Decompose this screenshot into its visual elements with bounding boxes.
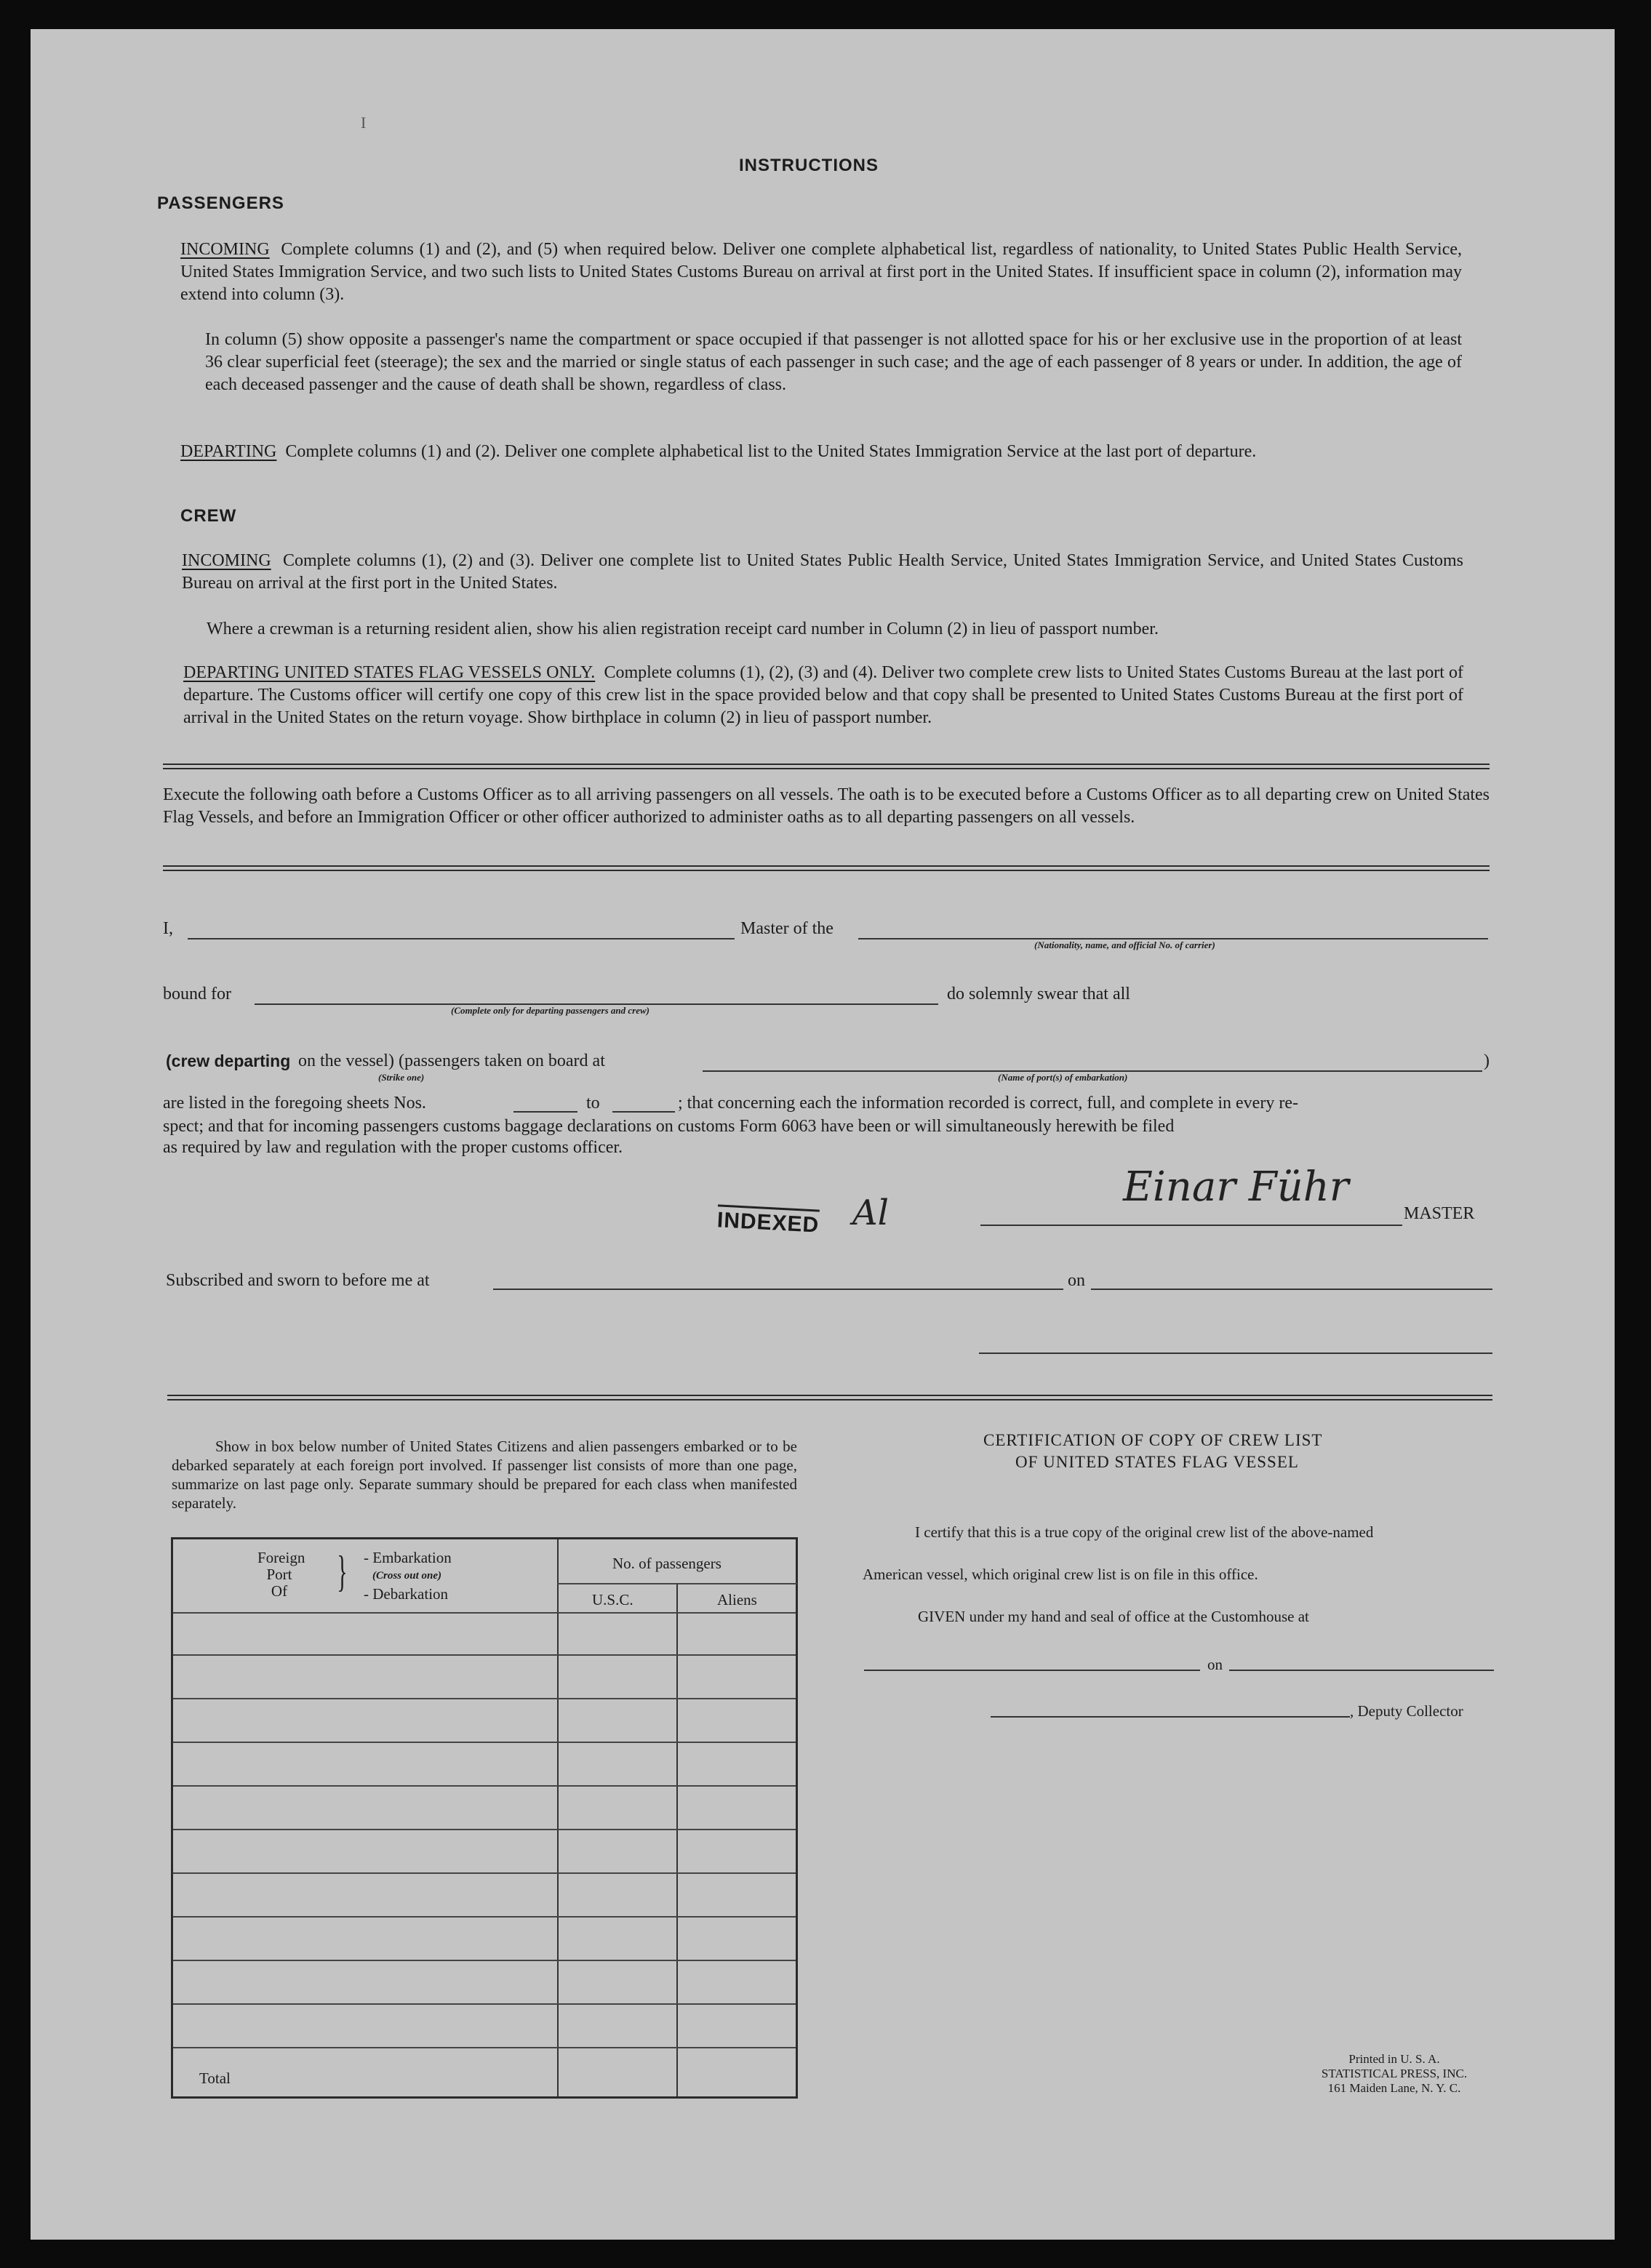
- table-row: [173, 2003, 796, 2005]
- passengers-incoming-label: INCOMING: [180, 240, 270, 259]
- aliens-header: Aliens: [717, 1591, 757, 1608]
- listed-pre: are listed in the foregoing sheets Nos.: [163, 1094, 426, 1113]
- passengers-column5-paragraph: In column (5) show opposite a passenger's name the compartment or space occupied if that passenger is not allotted space for his or her exclusive use in the proportion of at least 36 clear superficial feet (steerage); the sex and the married or single status of each passenger in such case; and the age of each passenger of 8 years or under. In addition, the age of each deceased passenger and the cause of death shall be shown, regardless of class.: [205, 330, 1462, 394]
- customhouse-field[interactable]: [864, 1670, 1200, 1671]
- port-caption: (Name of port(s) of embarkation): [998, 1072, 1128, 1083]
- crew-departing-text: Complete columns (1), (2), (3) and (4). Deliver two complete crew lists to United States Customs Bureau at the last port of departure. The Customs officer will certify one copy of this crew list in the space provided below and that copy shall be presented to United States Customs Bureau at the first port of arrival in the United States on the return voyage. Show birthplace in column (2) in lieu of passport number.: [183, 663, 1463, 727]
- cross-out-caption: (Cross out one): [372, 1570, 442, 1582]
- given-line: GIVEN under my hand and seal of office at the Customhouse at: [918, 1608, 1309, 1625]
- col-port-header: Foreign Port Of: [257, 1549, 305, 1600]
- listed-to: to: [586, 1094, 600, 1113]
- crew-incoming-paragraph: [182, 550, 1463, 595]
- table-row: [173, 1785, 796, 1787]
- certify-line-2: American vessel, which original crew list is on file in this office.: [863, 1566, 1258, 1583]
- subscribed-label: Subscribed and sworn to before me at: [166, 1271, 430, 1290]
- listed-line2: spect; and that for incoming passengers customs baggage declarations on customs Form 6063 have been or will simultaneously herewith be filed: [163, 1117, 1175, 1136]
- sworn-place-field[interactable]: [493, 1289, 1063, 1290]
- master-label: MASTER: [1404, 1204, 1475, 1223]
- crew-heading: CREW: [180, 506, 237, 526]
- sheet-to-field[interactable]: [612, 1111, 675, 1113]
- certification-title-2: OF UNITED STATES FLAG VESSEL: [1015, 1453, 1299, 1471]
- crew-departing-paragraph: [183, 662, 1463, 729]
- certification-title-1: CERTIFICATION OF COPY OF CREW LIST: [983, 1431, 1323, 1449]
- table-row: [173, 1960, 796, 1961]
- crew-incoming-label: INCOMING: [182, 551, 271, 570]
- table-row: [173, 1916, 796, 1918]
- sworn-date-field[interactable]: [1091, 1289, 1492, 1290]
- passengers-incoming-paragraph: [180, 239, 1462, 306]
- certification-date-field[interactable]: [1229, 1670, 1494, 1671]
- master-of-label: Master of the: [740, 919, 834, 938]
- deputy-collector-field[interactable]: [991, 1716, 1350, 1718]
- crew-departing-option[interactable]: (crew departing: [166, 1051, 291, 1070]
- certification-on-label: on: [1207, 1656, 1223, 1673]
- listed-post: ; that concerning each the information recorded is correct, full, and complete in every re-: [678, 1094, 1298, 1113]
- crew-departing-label: DEPARTING UNITED STATES FLAG VESSELS ONLY.: [183, 663, 596, 682]
- page-mark: I: [361, 113, 367, 132]
- passengers-departing-text: Complete columns (1) and (2). Deliver one complete alphabetical list to the United States Immigration Service at the last port of departure.: [285, 442, 1257, 461]
- table-subheader-rule: [557, 1583, 797, 1584]
- bound-for-caption: (Complete only for departing passengers and crew): [451, 1005, 649, 1016]
- section-divider: [163, 865, 1490, 871]
- bound-for-label: bound for: [163, 985, 231, 1003]
- table-row: [173, 2047, 796, 2048]
- table-row: [173, 1654, 796, 1656]
- table-row: [173, 1829, 796, 1830]
- passengers-heading: PASSENGERS: [157, 193, 284, 213]
- table-col-divider: [676, 1583, 678, 2096]
- page-title: INSTRUCTIONS: [739, 156, 879, 175]
- table-row: [173, 1698, 796, 1699]
- strike-caption: (Strike one): [378, 1072, 425, 1083]
- oath-i-label: I,: [163, 919, 173, 938]
- total-label: Total: [199, 2069, 231, 2087]
- certify-line-1: I certify that this is a true copy of the original crew list of the above-named: [915, 1523, 1374, 1541]
- swear-label: do solemnly swear that all: [947, 985, 1130, 1003]
- passenger-summary-table: [171, 1537, 798, 2099]
- deputy-collector-label: , Deputy Collector: [1350, 1702, 1463, 1720]
- crew-resident-paragraph: Where a crewman is a returning resident alien, show his alien registration receipt card number in Column (2) in lieu of passport number.: [207, 620, 1159, 638]
- close-paren: ): [1484, 1051, 1490, 1070]
- master-signature: Einar Führ: [1123, 1163, 1349, 1211]
- printer-imprint: Printed in U. S. A. STATISTICAL PRESS, INC. 161 Maiden Lane, N. Y. C.: [1321, 2052, 1468, 2095]
- section-divider: [167, 1395, 1492, 1401]
- stamp-initials: Al: [852, 1193, 890, 1233]
- oath-instructions: Execute the following oath before a Customs Officer as to all arriving passengers on all vessels. The oath is to be executed before a Customs Officer as to all departing crew on United States Flag Vessels, and before an Immigration Officer or other officer authorized to administer oaths as to all departing passengers on all vessels.: [163, 785, 1490, 827]
- passengers-departing-paragraph: [180, 441, 1462, 463]
- listed-line3: as required by law and regulation with the proper customs officer.: [163, 1138, 623, 1157]
- sheet-from-field[interactable]: [513, 1111, 577, 1113]
- debarkation-option[interactable]: - Debarkation: [364, 1585, 449, 1603]
- table-header-rule: [173, 1612, 796, 1614]
- table-row: [173, 1742, 796, 1743]
- officer-signature-field[interactable]: [979, 1353, 1492, 1354]
- section-divider: [163, 764, 1490, 769]
- table-row: [173, 1872, 796, 1874]
- no-passengers-header: No. of passengers: [612, 1555, 721, 1572]
- indexed-stamp: INDEXED: [716, 1204, 820, 1238]
- passengers-option[interactable]: on the vessel) (passengers taken on board at: [298, 1051, 605, 1070]
- carrier-caption: (Nationality, name, and official No. of carrier): [1034, 939, 1215, 950]
- passengers-incoming-text: Complete columns (1) and (2), and (5) when required below. Deliver one complete alphabetical list, regardless of nationality, to United States Public Health Service, United States Immigration Service, and two such lists to United States Customs Bureau on arrival at first port in the United States. If insufficient space in column (2), information may extend into column (3).: [180, 240, 1463, 304]
- crew-incoming-text: Complete columns (1), (2) and (3). Deliver one complete list to United States Public Health Service, United States Immigration Service, and United States Customs Bureau on arrival at the first port in the United States.: [182, 551, 1463, 593]
- usc-header: U.S.C.: [592, 1591, 633, 1608]
- summary-instructions: Show in box below number of United States Citizens and alien passengers embarked or to be debarked separately at each foreign port involved. If passenger list consists of more than one page, summarize on last page only. Separate summary should be prepared for each class when manifested separately.: [172, 1438, 797, 1512]
- brace-icon: }: [337, 1547, 348, 1595]
- master-name-field[interactable]: [188, 938, 735, 939]
- signature-line[interactable]: [980, 1225, 1402, 1226]
- sworn-on-label: on: [1068, 1271, 1085, 1290]
- passengers-departing-label: DEPARTING: [180, 442, 277, 461]
- embarkation-option[interactable]: - Embarkation: [364, 1549, 452, 1566]
- table-col-divider: [557, 1539, 559, 2096]
